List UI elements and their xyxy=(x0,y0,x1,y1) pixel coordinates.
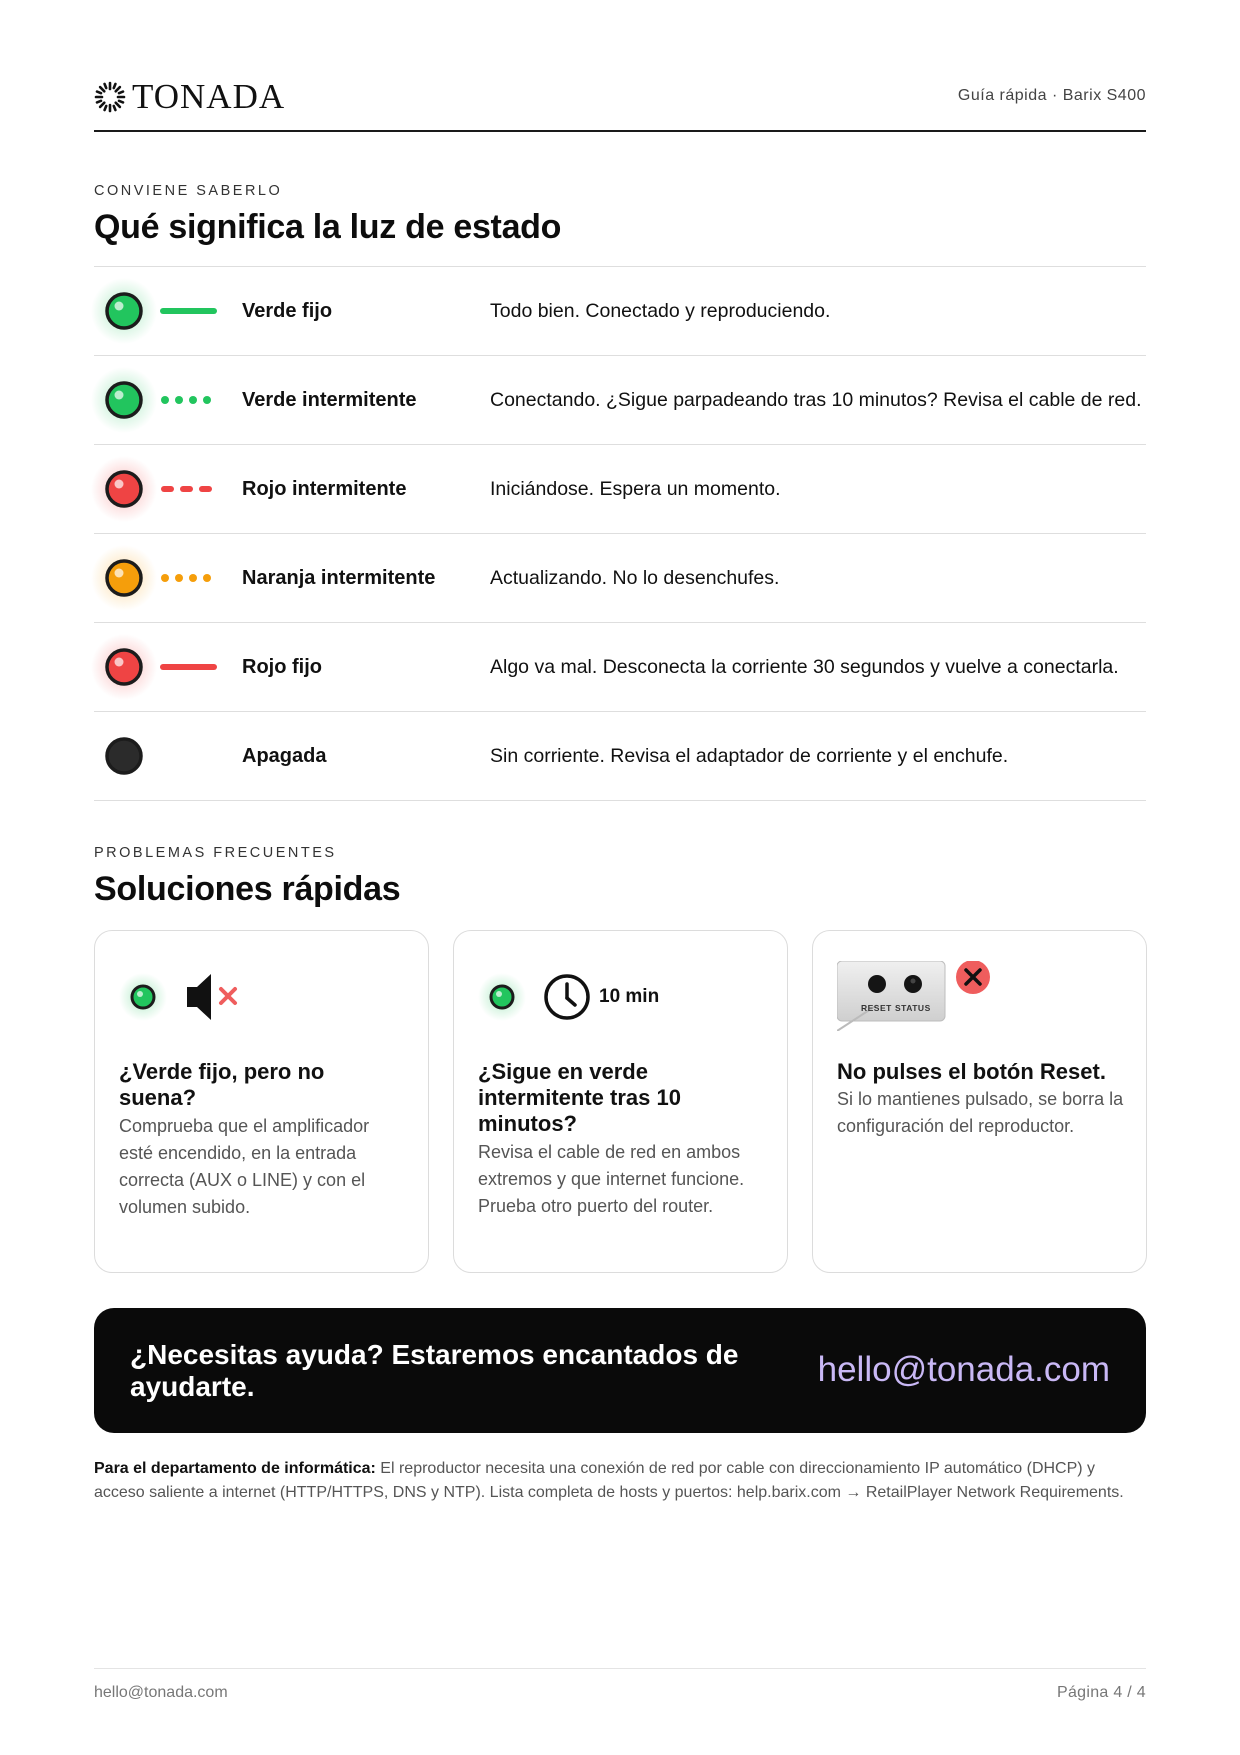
card-body: Si lo mantienes pulsado, se borra la configuración del reproductor. xyxy=(837,1089,1124,1136)
status-description: Sin corriente. Revisa el adaptador de corriente y el enchufe. xyxy=(490,745,1009,767)
fixes-section-title: Soluciones rápidas xyxy=(94,870,401,908)
blink-pattern-icon xyxy=(160,662,220,672)
sunburst-logo-icon xyxy=(94,81,126,113)
status-led-icon xyxy=(89,454,159,524)
fix-card-reset-warning xyxy=(812,930,1147,1273)
status-description: Todo bien. Conectado y reproduciendo. xyxy=(490,300,831,322)
brand-logo xyxy=(94,77,285,117)
page-footer xyxy=(94,1668,1146,1709)
card-title: No pulses el botón Reset. xyxy=(837,1059,1106,1084)
green-led-icon xyxy=(478,967,538,1027)
card-body: Revisa el cable de red en ambos extremos y que internet funcione. Prueba otro puerto del router. xyxy=(478,1142,745,1216)
status-led-icon xyxy=(89,721,159,791)
card-icon-row xyxy=(478,967,768,1027)
status-light-table xyxy=(94,266,1146,801)
status-description: Conectando. ¿Sigue parpadeando tras 10 minutos? Revisa el cable de red. xyxy=(490,389,1142,411)
card-icon-row xyxy=(119,967,409,1027)
fixes-eyebrow: PROBLEMAS FRECUENTES xyxy=(94,845,337,861)
fix-card-no-sound xyxy=(94,930,429,1273)
status-label: Verde fijo xyxy=(242,300,333,322)
document-label: Guía rápida · Barix S400 xyxy=(957,87,1146,104)
reset-button-icon xyxy=(837,961,1037,1031)
help-banner-text: ¿Necesitas ayuda? Estaremos encantados de ayudarte. xyxy=(130,1339,739,1402)
status-label: Apagada xyxy=(242,745,327,767)
blink-pattern-icon xyxy=(160,484,220,494)
status-row xyxy=(94,534,1146,623)
status-row xyxy=(94,267,1146,356)
fix-card-blinking-green xyxy=(453,930,788,1273)
status-eyebrow: CONVIENE SABERLO xyxy=(94,183,283,199)
help-banner xyxy=(94,1308,1146,1433)
status-section-title: Qué significa la luz de estado xyxy=(94,208,562,246)
status-row xyxy=(94,712,1146,801)
it-department-note xyxy=(94,1457,1146,1505)
status-description: Algo va mal. Desconecta la corriente 30 segundos y vuelve a conectarla. xyxy=(490,656,1119,678)
status-label: Naranja intermitente xyxy=(242,567,436,589)
status-led-icon xyxy=(89,632,159,702)
status-led-icon xyxy=(89,543,159,613)
card-title: ¿Sigue en verde intermitente tras 10 minutos? xyxy=(478,1059,681,1136)
blink-pattern-icon xyxy=(160,573,220,583)
status-row xyxy=(94,445,1146,534)
device-reset-label: RESET xyxy=(861,1003,892,1013)
clock-duration-label: 10 min xyxy=(599,986,660,1007)
page-header xyxy=(94,70,1146,132)
it-note-text: El reproductor necesita una conexión de red por cable con direccionamiento IP automático (DHCP) y acceso saliente a internet (HTTP/HTTPS, DNS y NTP). Lista completa de hosts y puertos: help.barix.com → RetailPlayer Network Requirements. xyxy=(94,1460,1124,1501)
status-row xyxy=(94,356,1146,445)
status-led-icon xyxy=(89,365,159,435)
page-number: Página 4 / 4 xyxy=(1057,1684,1146,1701)
status-description: Iniciándose. Espera un momento. xyxy=(490,478,781,500)
status-label: Rojo intermitente xyxy=(242,478,407,500)
status-led-icon xyxy=(89,276,159,346)
help-email-link[interactable]: hello@tonada.com xyxy=(817,1350,1110,1389)
card-body: Comprueba que el amplificador esté encendido, en la entrada correcta (AUX o LINE) y con el volumen subido. xyxy=(119,1116,370,1217)
it-note-label: Para el departamento de informática: xyxy=(94,1460,376,1477)
blink-pattern-icon xyxy=(160,306,220,316)
status-description: Actualizando. No lo desenchufes. xyxy=(490,567,780,589)
device-status-label: STATUS xyxy=(895,1003,931,1013)
status-row xyxy=(94,623,1146,712)
card-title: ¿Verde fijo, pero no suena? xyxy=(119,1059,325,1110)
quick-fixes-cards xyxy=(94,930,1146,1273)
speaker-muted-icon xyxy=(183,967,253,1027)
clock-icon xyxy=(542,972,592,1022)
status-label: Rojo fijo xyxy=(242,656,322,678)
card-icon-row xyxy=(837,961,1127,1021)
status-label: Verde intermitente xyxy=(242,389,417,411)
brand-name: TONADA xyxy=(132,77,286,116)
footer-email[interactable]: hello@tonada.com xyxy=(94,1684,228,1701)
blink-pattern-icon xyxy=(160,395,220,405)
